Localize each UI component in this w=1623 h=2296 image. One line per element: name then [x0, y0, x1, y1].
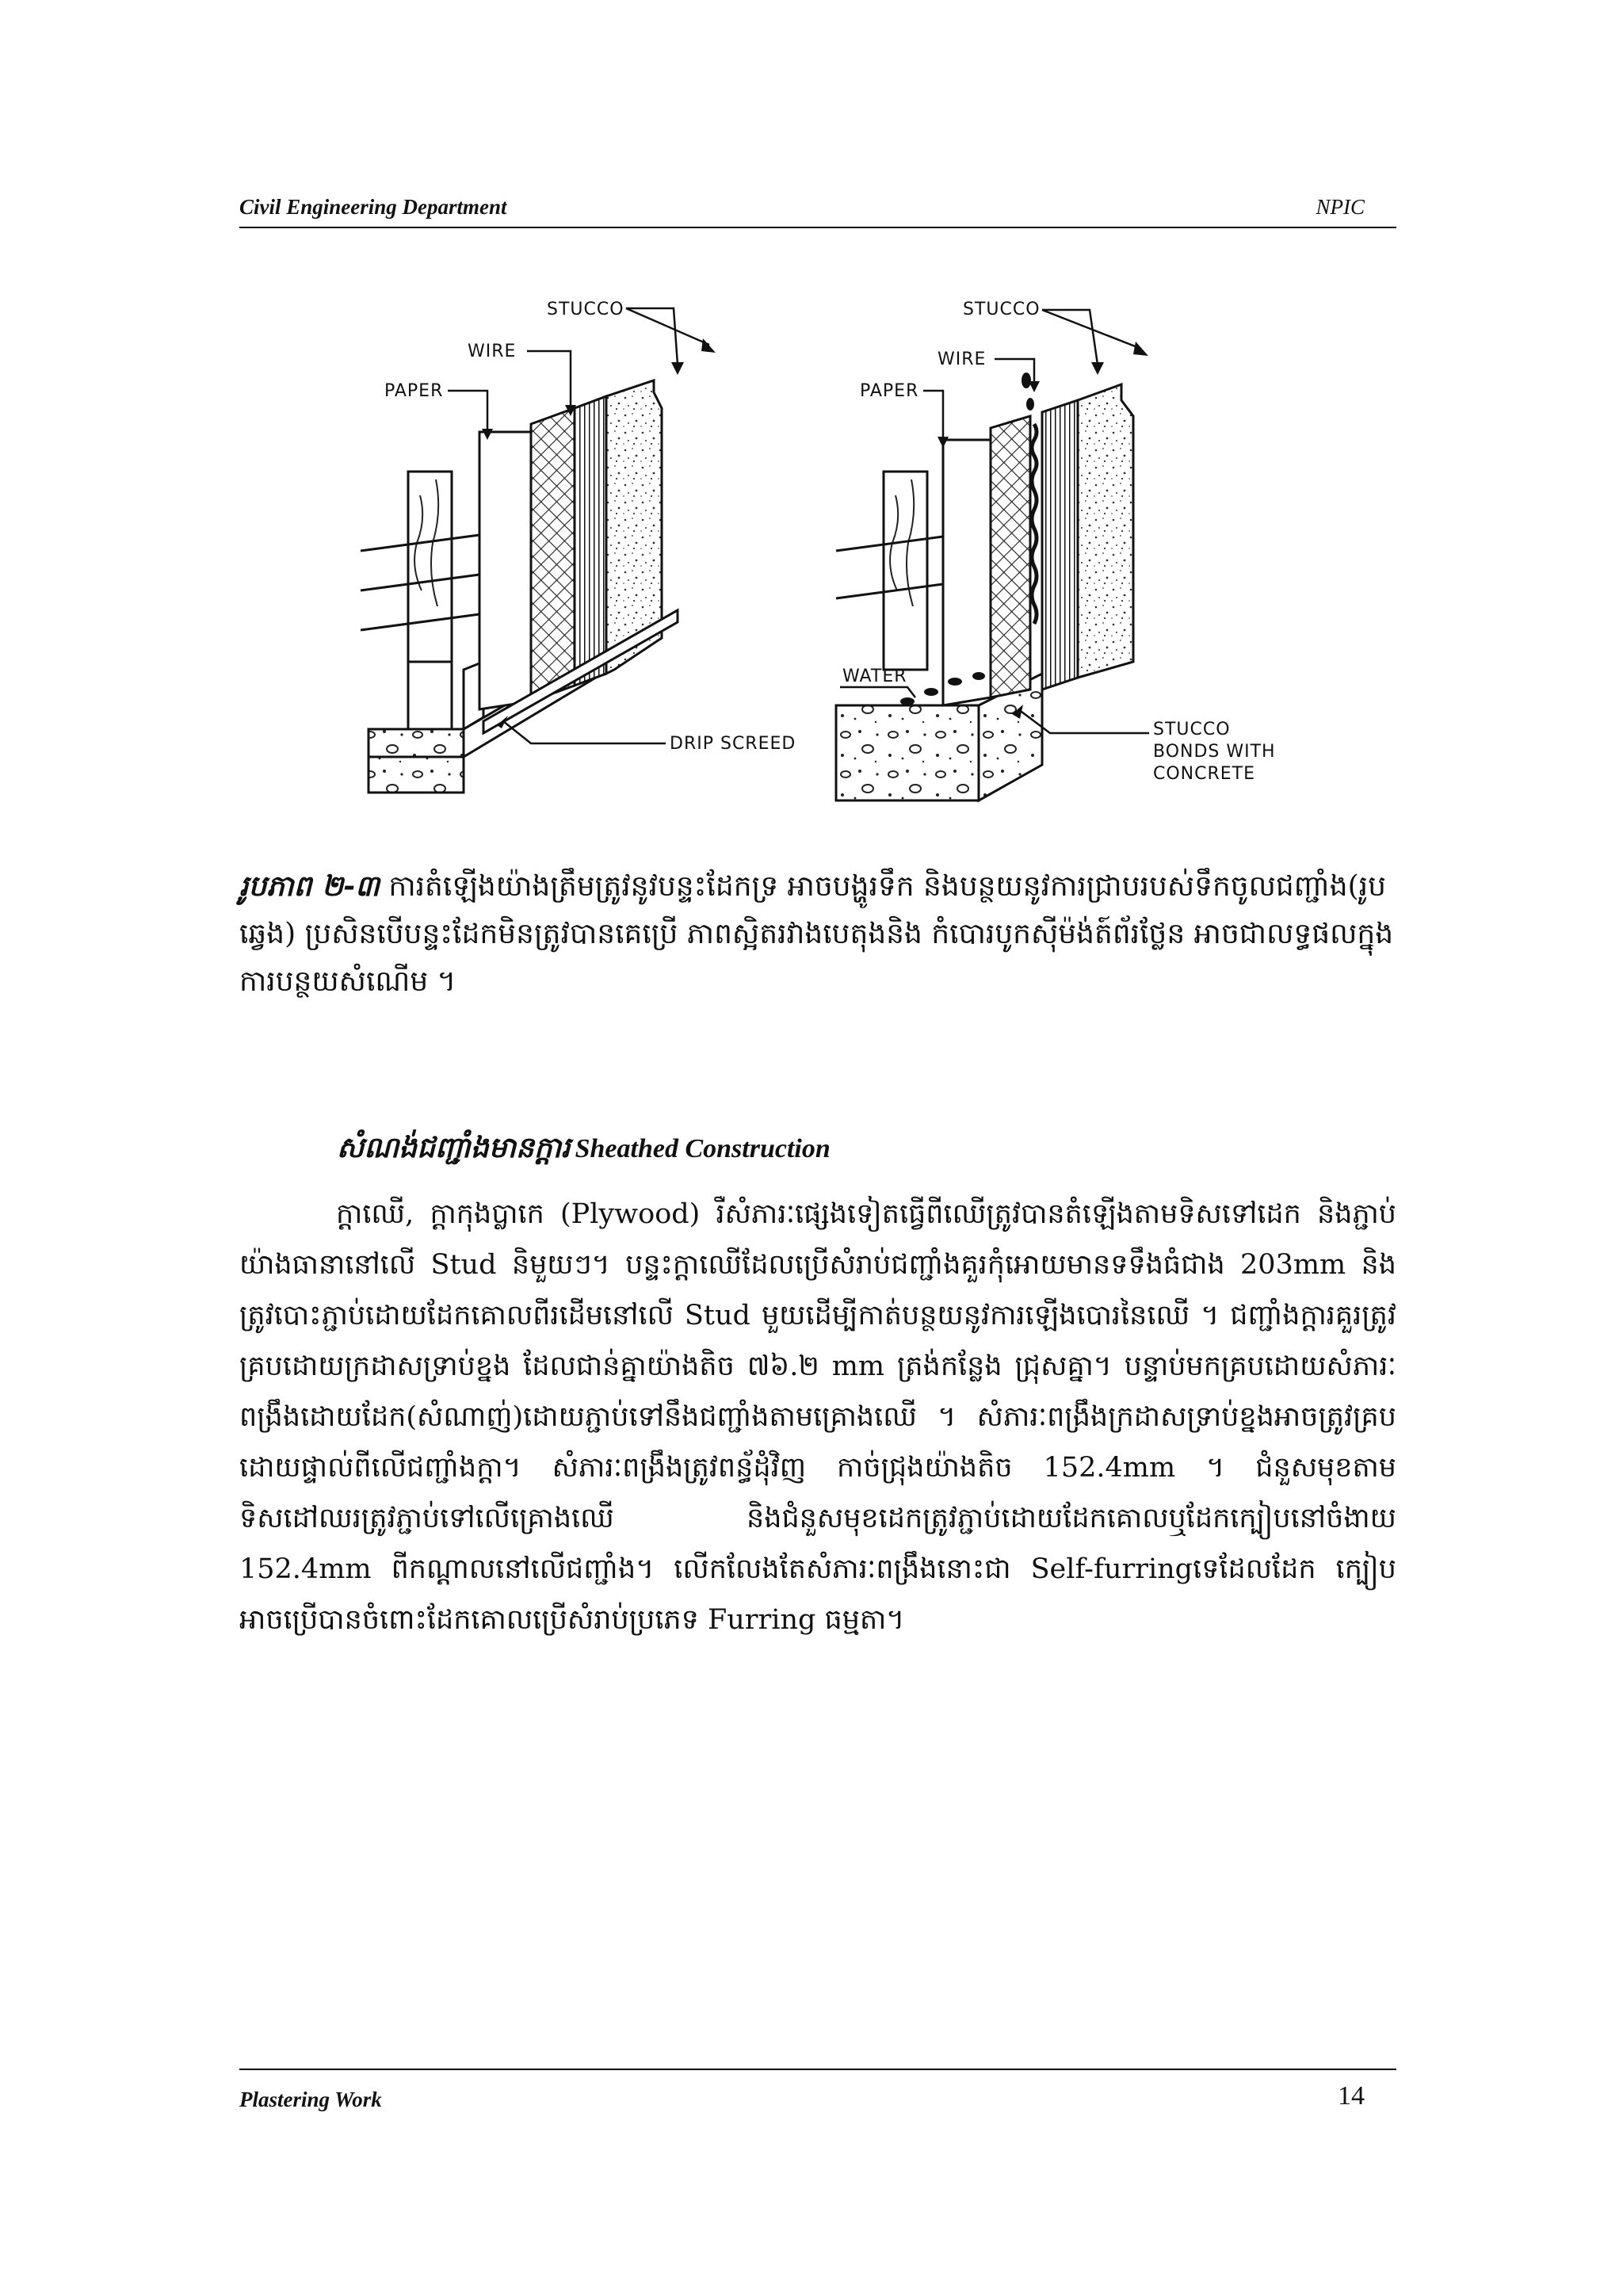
label-stucco-left: STUCCO — [547, 300, 624, 319]
footer-chapter: Plastering Work — [239, 2088, 382, 2111]
page-header — [239, 195, 1396, 228]
figure-caption — [239, 862, 1396, 1006]
page-number: 14 — [1338, 2081, 1365, 2111]
section-title-khmer: សំណង់ជញ្ជាំងមានក្ដារ — [337, 1131, 571, 1164]
caption-number: រូបភាព ២-៣ — [239, 869, 380, 903]
label-wire-right: WIRE — [938, 350, 987, 369]
section-title-english: Sheathed Construction — [575, 1134, 831, 1163]
label-stucco-bonds-2: BONDS WITH — [1153, 742, 1276, 762]
body-paragraph: ក្ដាឈើ, ក្ដាកុងប្លាកេ (Plywood) រឺសំភារៈផ្សេងទៀតធ្វើពីឈើត្រូវបានតំឡើងតាមទិសទៅដេក និងភ្ជាប់យ៉ាងធានានៅលើ Stud និមួយៗ។ បន្ទះក្ដាឈើដែលប្រើសំរាប់ជញ្ជាំងគួរកុំអោយមានទទឹងធំជាង 203mm និងត្រូវបោះភ្ជាប់ដោយដែកគោលពីរដើមនៅលើ Stud មួយដើម្បីកាត់បន្ថយនូវការឡើងបោរនៃឈើ ។ ជញ្ជាំងក្ដារគួរត្រូវគ្របដោយក្រដាសទ្រាប់ខ្នង ដែលជាន់គ្នាយ៉ាងតិច ៧៦.២ mm ត្រង់កន្លែង ជ្រុសគ្នា។ បន្ទាប់មកគ្របដោយសំភារៈពង្រឹងដោយដែក(សំណាញ់)ដោយភ្ជាប់ទៅនឹងជញ្ជាំងតាមគ្រោងឈើ ។ សំភារៈពង្រឹងក្រដាសទ្រាប់ខ្នងអាចត្រូវគ្របដោយផ្ទាល់ពីលើជញ្ជាំងក្ដា។ សំភារៈពង្រឹងត្រូវពន្ធ័ដុំវិញ កាច់ជ្រុងយ៉ាងតិច 152.4mm ។ ជំនួសមុខតាមទិសដៅឈរត្រូវភ្ជាប់ទៅលើគ្រោងឈើ និងជំនួសមុខដេកត្រូវភ្ជាប់ដោយដែកគោលឬដែកក្បៀបនៅចំងាយ 152.4mm ពីកណ្ដាលនៅលើជញ្ជាំង។ លើកលែងតែសំភារៈពង្រឹងនោះជា Self-furringទេដែលដែក ក្បៀបអាចប្រើបានចំពោះដែកគោលប្រើសំរាប់ប្រភេទ Furring ធម្មតា។ — [239, 1198, 1396, 1636]
label-wire-left: WIRE — [468, 342, 517, 361]
label-stucco-bonds-1: STUCCO — [1153, 720, 1231, 739]
header-institution: NPIC — [1316, 195, 1365, 219]
right-detail — [836, 300, 1276, 800]
left-detail — [361, 300, 796, 793]
label-water: WATER — [842, 667, 907, 686]
header-department: Civil Engineering Department — [239, 195, 507, 219]
section-heading — [337, 1129, 1367, 1171]
page-footer — [239, 2069, 1396, 2111]
label-stucco-right: STUCCO — [963, 300, 1041, 319]
label-paper-left: PAPER — [384, 381, 444, 401]
label-stucco-bonds-3: CONCRETE — [1153, 764, 1256, 784]
label-drip-screed: DRIP SCREED — [670, 734, 796, 754]
stucco-wall-diagram — [361, 289, 1280, 828]
label-paper-right: PAPER — [860, 381, 919, 401]
caption-text: ការតំឡើងយ៉ាងត្រឹមត្រូវនូវបន្ទះដែកទ្រ អាចបង្ហូរទឹក និងបន្ថយនូវការជ្រាបរបស់ទឹកចូលជញ្ជាំង(រូបឆ្វេង) ប្រសិនបើបន្ទះដែកមិនត្រូវបានគេប្រើ ភាពស្អិតរវាងបេតុងនិង កំបោរបូកស៊ីម៉ង់ត៍ព័រថ្លែន អាចជាលទ្ធផលក្នុងការបន្ថយសំណើម ។ — [239, 870, 1394, 998]
